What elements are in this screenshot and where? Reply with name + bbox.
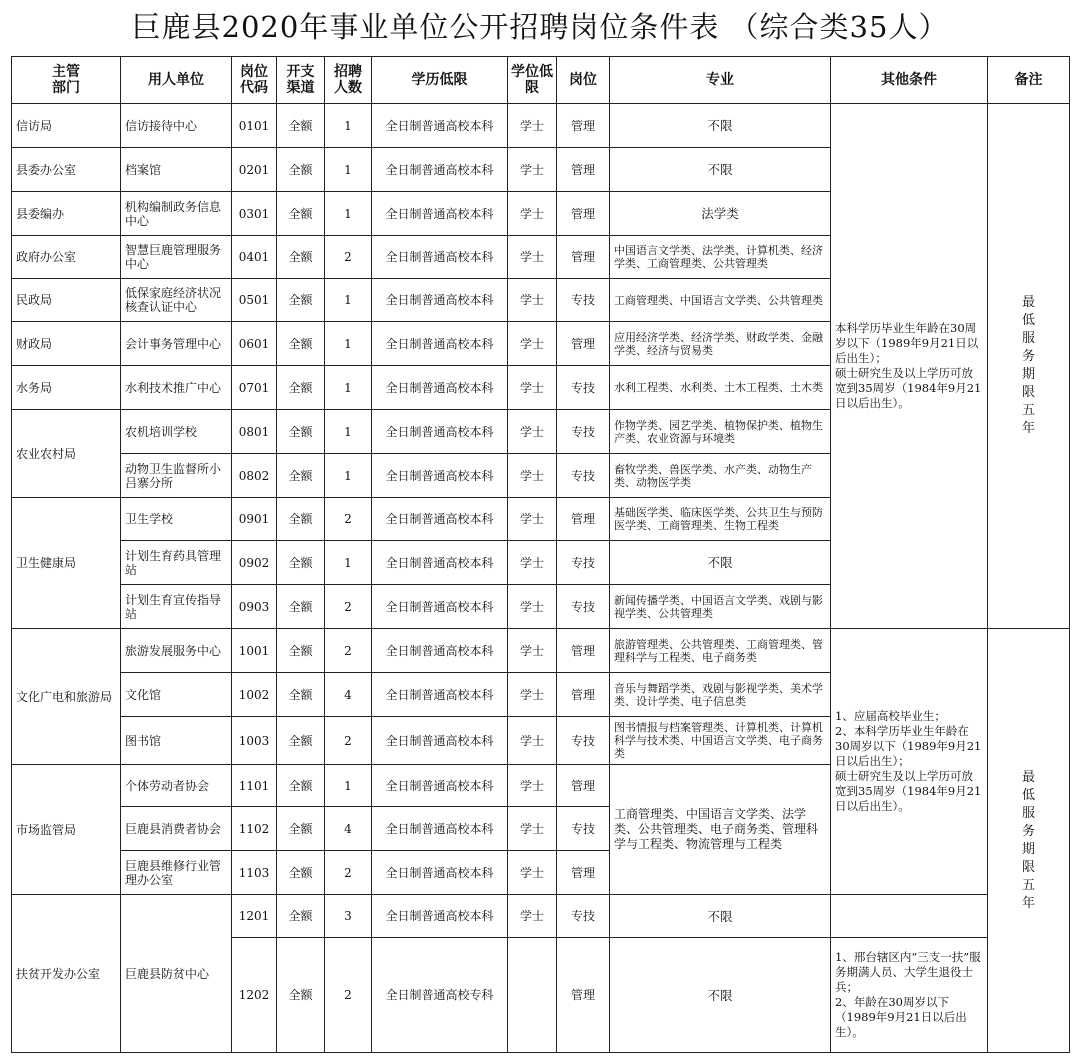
dept-cell: 卫生健康局 — [12, 498, 121, 629]
edu-cell: 全日制普通高校本科 — [372, 192, 508, 236]
degree-cell: 学士 — [508, 807, 557, 851]
code-cell: 0701 — [232, 366, 277, 410]
code-cell: 0501 — [232, 279, 277, 322]
degree-cell: 学士 — [508, 322, 557, 366]
dept-cell: 财政局 — [12, 322, 121, 366]
header-label: 岗位 代码 — [240, 64, 268, 96]
recruitment-table — [11, 56, 1070, 1053]
count-cell: 1 — [325, 104, 372, 148]
code-cell: 1002 — [232, 673, 277, 717]
funding-cell: 全额 — [277, 629, 325, 673]
major-cell: 不限 — [610, 938, 831, 1053]
code-cell: 1103 — [232, 851, 277, 895]
major-cell: 不限 — [610, 541, 831, 585]
note-cell — [988, 629, 1070, 1053]
unit-cell: 巨鹿县消费者协会 — [121, 807, 232, 851]
major-cell: 水利工程类、水利类、土木工程类、土木类 — [610, 366, 831, 410]
degree-cell: 学士 — [508, 585, 557, 629]
dept-cell: 县委办公室 — [12, 148, 121, 192]
code-cell: 1201 — [232, 895, 277, 938]
funding-cell: 全额 — [277, 938, 325, 1053]
major-cell: 基础医学类、临床医学类、公共卫生与预防医学类、工商管理类、生物工程类 — [610, 498, 831, 541]
funding-cell: 全额 — [277, 236, 325, 279]
funding-cell: 全额 — [277, 104, 325, 148]
code-cell: 0801 — [232, 410, 277, 454]
major-cell: 不限 — [610, 104, 831, 148]
note-char: 年 — [1021, 421, 1035, 436]
degree-cell: 学士 — [508, 765, 557, 807]
code-cell: 0401 — [232, 236, 277, 279]
count-cell: 1 — [325, 541, 372, 585]
note-char: 限 — [1021, 859, 1035, 875]
degree-cell: 学士 — [508, 454, 557, 498]
count-cell: 4 — [325, 673, 372, 717]
note-char: 低 — [1021, 313, 1035, 328]
post-cell: 专技 — [557, 541, 610, 585]
count-cell: 2 — [325, 938, 372, 1053]
note-char: 最 — [1021, 295, 1035, 310]
other-conditions-cell: 1、应届高校毕业生； 2、本科学历毕业生年龄在30周岁以下（1989年9月21 日以后出生）； 硕士研究生及以上学历可放宽到35周岁（1984年9月21日以后出生）。 — [831, 629, 988, 895]
funding-cell: 全额 — [277, 851, 325, 895]
funding-cell: 全额 — [277, 717, 325, 765]
edu-cell: 全日制普通高校本科 — [372, 585, 508, 629]
header-post — [557, 57, 610, 104]
count-cell: 2 — [325, 236, 372, 279]
unit-cell: 会计事务管理中心 — [121, 322, 232, 366]
note-cell — [988, 104, 1070, 629]
count-cell: 1 — [325, 192, 372, 236]
post-cell: 专技 — [557, 454, 610, 498]
edu-cell: 全日制普通高校本科 — [372, 498, 508, 541]
table-row — [12, 895, 1070, 938]
degree-cell — [508, 938, 557, 1053]
header-label: 学历低限 — [411, 72, 468, 88]
degree-cell: 学士 — [508, 895, 557, 938]
unit-cell: 水利技术推广中心 — [121, 366, 232, 410]
note-char: 务 — [1021, 349, 1035, 364]
count-cell: 2 — [325, 629, 372, 673]
note-char: 期 — [1021, 367, 1035, 382]
degree-cell: 学士 — [508, 279, 557, 322]
funding-cell: 全额 — [277, 541, 325, 585]
dept-cell: 信访局 — [12, 104, 121, 148]
count-cell: 1 — [325, 765, 372, 807]
unit-cell: 计划生育药具管理站 — [121, 541, 232, 585]
code-cell: 0902 — [232, 541, 277, 585]
unit-cell: 档案馆 — [121, 148, 232, 192]
header-label: 其他条件 — [881, 72, 937, 88]
funding-cell: 全额 — [277, 279, 325, 322]
post-cell: 管理 — [557, 192, 610, 236]
code-cell: 0601 — [232, 322, 277, 366]
major-cell: 音乐与舞蹈学类、戏剧与影视学类、美术学类、设计学类、电子信息类 — [610, 673, 831, 717]
edu-cell: 全日制普通高校本科 — [372, 454, 508, 498]
degree-cell: 学士 — [508, 629, 557, 673]
count-cell: 1 — [325, 322, 372, 366]
unit-cell: 巨鹿县维修行业管理办公室 — [121, 851, 232, 895]
code-cell: 1003 — [232, 717, 277, 765]
major-cell: 工商管理类、中国语言文学类、法学类、公共管理类、电子商务类、管理科学与工程类、物流管理与工程类 — [610, 765, 831, 895]
edu-cell: 全日制普通高校本科 — [372, 236, 508, 279]
code-cell: 1202 — [232, 938, 277, 1053]
edu-cell: 全日制普通高校本科 — [372, 717, 508, 765]
post-cell: 专技 — [557, 585, 610, 629]
edu-cell: 全日制普通高校本科 — [372, 322, 508, 366]
header-code — [232, 57, 277, 104]
unit-cell: 计划生育宣传指导站 — [121, 585, 232, 629]
header-label: 主管 部门 — [52, 64, 80, 96]
edu-cell: 全日制普通高校本科 — [372, 851, 508, 895]
funding-cell: 全额 — [277, 366, 325, 410]
header-label: 开支 渠道 — [286, 64, 315, 96]
degree-cell: 学士 — [508, 148, 557, 192]
count-cell: 1 — [325, 366, 372, 410]
post-cell: 管理 — [557, 104, 610, 148]
funding-cell: 全额 — [277, 807, 325, 851]
degree-cell: 学士 — [508, 366, 557, 410]
dept-cell: 文化广电和旅游局 — [12, 629, 121, 765]
note-char: 服 — [1021, 331, 1035, 346]
major-cell: 法学类 — [610, 192, 831, 236]
degree-cell: 学士 — [508, 236, 557, 279]
major-cell: 畜牧学类、兽医学类、水产类、动物生产类、动物医学类 — [610, 454, 831, 498]
major-cell: 不限 — [610, 148, 831, 192]
post-cell: 管理 — [557, 322, 610, 366]
unit-cell: 信访接待中心 — [121, 104, 232, 148]
note-char: 务 — [1021, 823, 1035, 839]
dept-cell: 政府办公室 — [12, 236, 121, 279]
funding-cell: 全额 — [277, 895, 325, 938]
count-cell: 2 — [325, 851, 372, 895]
funding-cell: 全额 — [277, 454, 325, 498]
code-cell: 0201 — [232, 148, 277, 192]
table-row — [12, 104, 1070, 148]
note-char: 限 — [1021, 385, 1035, 400]
post-cell: 专技 — [557, 895, 610, 938]
count-cell: 1 — [325, 454, 372, 498]
header-label: 岗位 — [569, 72, 597, 88]
code-cell: 0301 — [232, 192, 277, 236]
funding-cell: 全额 — [277, 765, 325, 807]
edu-cell: 全日制普通高校本科 — [372, 895, 508, 938]
edu-cell: 全日制普通高校本科 — [372, 366, 508, 410]
table-row — [12, 629, 1070, 673]
major-cell: 工商管理类、中国语言文学类、公共管理类 — [610, 279, 831, 322]
dept-cell: 民政局 — [12, 279, 121, 322]
post-cell: 管理 — [557, 148, 610, 192]
major-cell: 不限 — [610, 895, 831, 938]
funding-cell: 全额 — [277, 673, 325, 717]
note-char: 期 — [1021, 841, 1035, 857]
edu-cell: 全日制普通高校本科 — [372, 104, 508, 148]
post-cell: 专技 — [557, 807, 610, 851]
code-cell: 1001 — [232, 629, 277, 673]
dept-cell: 扶贫开发办公室 — [12, 895, 121, 1053]
edu-cell: 全日制普通高校本科 — [372, 629, 508, 673]
dept-cell: 市场监管局 — [12, 765, 121, 895]
note-char: 五 — [1021, 403, 1035, 418]
count-cell: 1 — [325, 279, 372, 322]
unit-cell: 动物卫生监督所小吕寨分所 — [121, 454, 232, 498]
degree-cell: 学士 — [508, 673, 557, 717]
unit-cell: 图书馆 — [121, 717, 232, 765]
unit-cell: 农机培训学校 — [121, 410, 232, 454]
degree-cell: 学士 — [508, 410, 557, 454]
code-cell: 0901 — [232, 498, 277, 541]
header-label: 招聘 人数 — [334, 64, 362, 96]
degree-cell: 学士 — [508, 717, 557, 765]
post-cell: 专技 — [557, 366, 610, 410]
header-dept — [12, 57, 121, 104]
major-cell: 作物学类、园艺学类、植物保护类、植物生产类、农业资源与环境类 — [610, 410, 831, 454]
edu-cell: 全日制普通高校专科 — [372, 938, 508, 1053]
code-cell: 1102 — [232, 807, 277, 851]
note-char: 五 — [1021, 877, 1035, 893]
code-cell: 1101 — [232, 765, 277, 807]
header-count — [325, 57, 372, 104]
funding-cell: 全额 — [277, 322, 325, 366]
other-conditions-cell: 1、邢台辖区内“三支一扶”服务期满人员、大学生退役士兵； 2、年龄在30周岁以下（1989年9月21日以后出生）。 — [831, 938, 988, 1053]
page-title: 巨鹿县2020年事业单位公开招聘岗位条件表 （综合类35人） — [131, 10, 949, 44]
count-cell: 3 — [325, 895, 372, 938]
header-note — [988, 57, 1070, 104]
funding-cell: 全额 — [277, 410, 325, 454]
count-cell: 1 — [325, 148, 372, 192]
degree-cell: 学士 — [508, 104, 557, 148]
post-cell: 管理 — [557, 236, 610, 279]
post-cell: 管理 — [557, 851, 610, 895]
degree-cell: 学士 — [508, 851, 557, 895]
unit-cell: 机构编制政务信息中心 — [121, 192, 232, 236]
unit-cell: 旅游发展服务中心 — [121, 629, 232, 673]
count-cell: 2 — [325, 498, 372, 541]
count-cell: 1 — [325, 410, 372, 454]
unit-cell: 卫生学校 — [121, 498, 232, 541]
header-edu — [372, 57, 508, 104]
post-cell: 管理 — [557, 498, 610, 541]
post-cell: 专技 — [557, 410, 610, 454]
edu-cell: 全日制普通高校本科 — [372, 673, 508, 717]
funding-cell: 全额 — [277, 148, 325, 192]
count-cell: 4 — [325, 807, 372, 851]
edu-cell: 全日制普通高校本科 — [372, 807, 508, 851]
header-label: 专业 — [706, 72, 734, 88]
count-cell: 2 — [325, 585, 372, 629]
unit-cell: 智慧巨鹿管理服务中心 — [121, 236, 232, 279]
header-funding — [277, 57, 325, 104]
dept-cell: 县委编办 — [12, 192, 121, 236]
header-major — [610, 57, 831, 104]
header-other — [831, 57, 988, 104]
post-cell: 专技 — [557, 279, 610, 322]
note-char: 服 — [1021, 805, 1035, 821]
major-cell: 图书情报与档案管理类、计算机类、计算机科学与技术类、中国语言文学类、电子商务类 — [610, 717, 831, 765]
unit-cell: 低保家庭经济状况核查认证中心 — [121, 279, 232, 322]
degree-cell: 学士 — [508, 541, 557, 585]
header-row — [12, 57, 1070, 104]
post-cell: 管理 — [557, 629, 610, 673]
funding-cell: 全额 — [277, 585, 325, 629]
dept-cell: 水务局 — [12, 366, 121, 410]
edu-cell: 全日制普通高校本科 — [372, 410, 508, 454]
other-conditions-cell: 本科学历毕业生年龄在30周岁以下（1989年9月21日以后出生）； 硕士研究生及以上学历可放宽到35周岁（1984年9月21日以后出生）。 — [831, 104, 988, 629]
header-label: 学位低 限 — [511, 64, 553, 96]
degree-cell: 学士 — [508, 192, 557, 236]
header-label: 备注 — [1014, 72, 1043, 88]
edu-cell: 全日制普通高校本科 — [372, 279, 508, 322]
degree-cell: 学士 — [508, 498, 557, 541]
note-char: 低 — [1021, 787, 1035, 803]
major-cell: 应用经济学类、经济学类、财政学类、金融学类、经济与贸易类 — [610, 322, 831, 366]
post-cell: 专技 — [557, 717, 610, 765]
note-char: 年 — [1021, 895, 1035, 911]
count-cell: 2 — [325, 717, 372, 765]
dept-cell: 农业农村局 — [12, 410, 121, 498]
header-degree — [508, 57, 557, 104]
edu-cell: 全日制普通高校本科 — [372, 148, 508, 192]
funding-cell: 全额 — [277, 192, 325, 236]
unit-cell: 巨鹿县防贫中心 — [121, 895, 232, 1053]
edu-cell: 全日制普通高校本科 — [372, 765, 508, 807]
unit-cell: 个体劳动者协会 — [121, 765, 232, 807]
code-cell: 0101 — [232, 104, 277, 148]
post-cell: 管理 — [557, 765, 610, 807]
major-cell: 旅游管理类、公共管理类、工商管理类、管理科学与工程类、电子商务类 — [610, 629, 831, 673]
unit-cell: 文化馆 — [121, 673, 232, 717]
code-cell: 0802 — [232, 454, 277, 498]
funding-cell: 全额 — [277, 498, 325, 541]
post-cell: 管理 — [557, 673, 610, 717]
header-unit — [121, 57, 232, 104]
major-cell: 中国语言文学类、法学类、计算机类、经济学类、工商管理类、公共管理类 — [610, 236, 831, 279]
edu-cell: 全日制普通高校本科 — [372, 541, 508, 585]
header-label: 用人单位 — [148, 72, 204, 88]
code-cell: 0903 — [232, 585, 277, 629]
major-cell: 新闻传播学类、中国语言文学类、戏剧与影视学类、公共管理类 — [610, 585, 831, 629]
post-cell: 管理 — [557, 938, 610, 1053]
note-char: 最 — [1021, 769, 1035, 785]
